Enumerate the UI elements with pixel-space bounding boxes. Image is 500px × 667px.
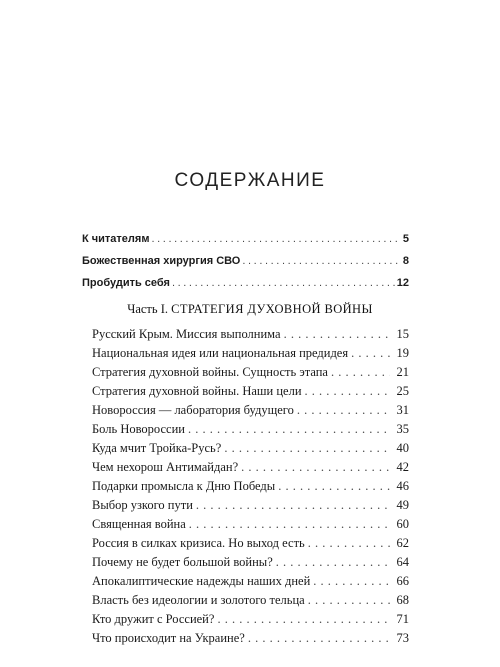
toc-entry-label: Национальная идея или национальная предидея (92, 346, 349, 360)
dot-leader (151, 233, 400, 245)
toc-entry[interactable] (92, 498, 409, 513)
toc-entry-front[interactable] (82, 233, 409, 245)
dot-leader (189, 517, 390, 532)
toc-entry-label: Стратегия духовной войны. Сущность этапа (92, 365, 328, 379)
part-title: СТРАТЕГИЯ ДУХОВНОЙ ВОЙНЫ (171, 302, 373, 316)
dot-leader (308, 536, 390, 551)
dot-leader (331, 365, 390, 380)
toc-entry[interactable] (92, 365, 409, 380)
toc-entry-label: Чем нехорош Антимайдан? (92, 460, 239, 474)
toc-entry-page: 25 (396, 384, 409, 398)
toc-entry-label: Пробудить себя (82, 277, 170, 289)
toc-entry-label: Апокалиптические надежды наших дней (92, 574, 311, 588)
toc-entry-page: 12 (396, 277, 409, 289)
dot-leader (248, 631, 390, 646)
toc-entry-label: Власть без идеологии и золотого тельца (92, 593, 305, 607)
dot-leader (172, 277, 395, 289)
toc-entry-front[interactable] (82, 277, 409, 289)
toc-entry-page: 62 (396, 536, 409, 550)
part-label: Часть I. (127, 302, 168, 316)
dot-leader (242, 255, 401, 267)
dot-leader (308, 593, 390, 608)
dot-leader (305, 384, 390, 399)
toc-entry[interactable] (92, 479, 409, 494)
dot-leader (313, 574, 390, 589)
toc-entry[interactable] (92, 422, 409, 437)
toc-entry-label: Кто дружит с Россией? (92, 612, 215, 626)
toc-entry-page: 15 (396, 327, 409, 341)
dot-leader (351, 346, 390, 361)
toc-entry[interactable] (92, 631, 409, 646)
dot-leader (224, 441, 390, 456)
toc-entry[interactable] (92, 555, 409, 570)
toc-entry-label: Боль Новороссии (92, 422, 185, 436)
toc-entry-page: 19 (396, 346, 409, 360)
toc-entry-page: 31 (396, 403, 409, 417)
toc-entry-page: 40 (396, 441, 409, 455)
toc-entry-page: 5 (402, 233, 409, 245)
toc-entry-page: 42 (396, 460, 409, 474)
toc-entry-page: 64 (396, 555, 409, 569)
toc-entry-page: 49 (396, 498, 409, 512)
dot-leader (276, 555, 390, 570)
toc-entry[interactable] (92, 384, 409, 399)
toc-entry[interactable] (92, 517, 409, 532)
toc-entry-page: 60 (396, 517, 409, 531)
toc-entry-page: 68 (396, 593, 409, 607)
toc-entry-label: Русский Крым. Миссия выполнима (92, 327, 281, 341)
toc-entry[interactable] (92, 327, 409, 342)
toc-entry-page: 8 (402, 255, 409, 267)
dot-leader (284, 327, 390, 342)
toc-entry[interactable] (92, 593, 409, 608)
toc-entry-page: 71 (396, 612, 409, 626)
toc-entry-label: К читателям (82, 233, 150, 245)
toc-entry-label: Куда мчит Тройка-Русь? (92, 441, 222, 455)
dot-leader (241, 460, 390, 475)
toc-entry-page: 21 (396, 365, 409, 379)
dot-leader (278, 479, 390, 494)
toc-entry-label: Стратегия духовной войны. Наши цели (92, 384, 302, 398)
toc-entry[interactable] (92, 536, 409, 551)
toc-entry-label: Божественная хирургия СВО (82, 255, 241, 267)
toc-entry[interactable] (92, 346, 409, 361)
dot-leader (188, 422, 390, 437)
toc-entry[interactable] (92, 403, 409, 418)
toc-entry-label: Подарки промысла к Дню Победы (92, 479, 276, 493)
dot-leader (297, 403, 390, 418)
dot-leader (217, 612, 390, 627)
toc-entry[interactable] (92, 612, 409, 627)
toc-entry[interactable] (92, 441, 409, 456)
toc-entry-label: Россия в силках кризиса. Но выход есть (92, 536, 305, 550)
dot-leader (196, 498, 390, 513)
toc-entry[interactable] (92, 460, 409, 475)
toc-entry-page: 73 (396, 631, 409, 645)
toc-entry-front[interactable] (82, 255, 409, 267)
toc-entry-label: Что происходит на Украине? (92, 631, 245, 645)
toc-entry-label: Почему не будет большой войны? (92, 555, 273, 569)
part-heading (0, 302, 500, 317)
toc-entry-page: 66 (396, 574, 409, 588)
toc-title: СОДЕРЖАНИЕ (174, 170, 326, 191)
toc-entry-label: Священная война (92, 517, 186, 531)
toc-entry-label: Выбор узкого пути (92, 498, 193, 512)
toc-entry-page: 46 (396, 479, 409, 493)
toc-entry-label: Новороссия — лаборатория будущего (92, 403, 294, 417)
toc-entry[interactable] (92, 574, 409, 589)
toc-entry-page: 35 (396, 422, 409, 436)
